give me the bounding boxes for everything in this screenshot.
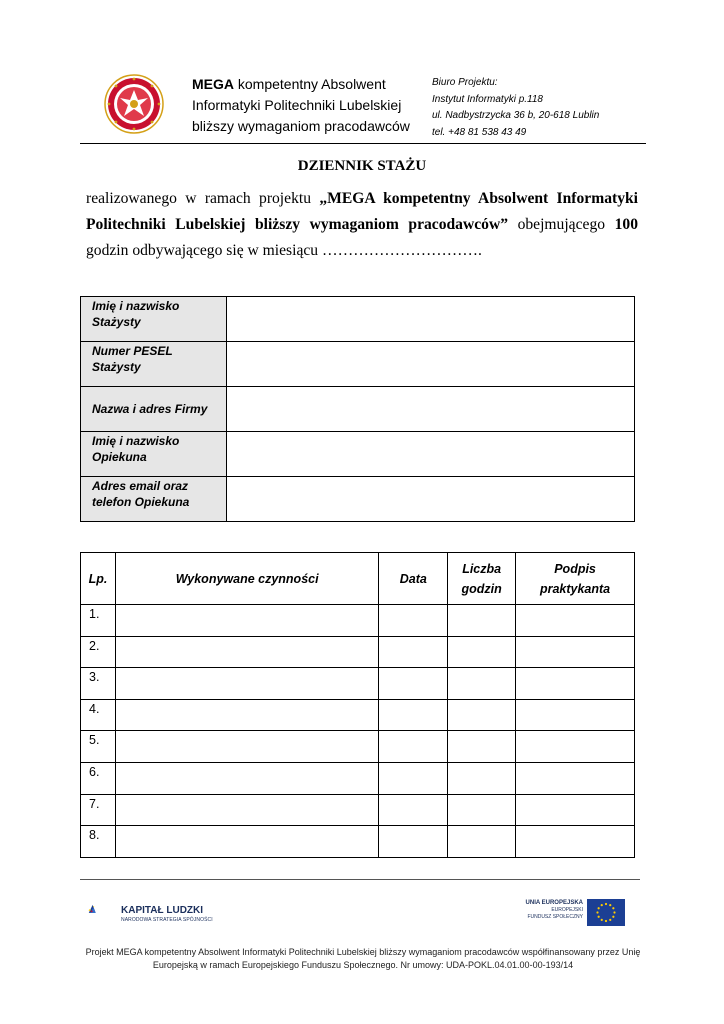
eu-star: [612, 916, 614, 918]
info-label: [81, 297, 227, 342]
intern-name-field[interactable]: [226, 297, 634, 342]
row-number: 1.: [81, 605, 116, 637]
row-number: 4.: [81, 699, 116, 731]
table-row: [81, 636, 635, 668]
eu-star: [598, 907, 600, 909]
intro-paragraph: [86, 186, 638, 264]
project-title-bold: MEGA: [192, 76, 234, 92]
document-title: DZIENNIK STAŻU: [297, 158, 427, 174]
table-row: [81, 605, 635, 637]
info-label: [81, 432, 227, 477]
info-label: [81, 477, 227, 522]
date-cell[interactable]: [379, 794, 448, 826]
date-cell[interactable]: [379, 826, 448, 858]
info-row-supervisor-contact: [81, 477, 635, 522]
eu-star: [601, 904, 603, 906]
row-number: 2.: [81, 636, 116, 668]
info-label-line2: Stażysty: [92, 315, 141, 329]
hours-cell[interactable]: [448, 605, 516, 637]
office-line1: Biuro Projektu:: [432, 77, 498, 88]
header-divider: [80, 143, 646, 144]
activity-cell[interactable]: [115, 699, 378, 731]
info-label-line2: Opiekuna: [92, 450, 147, 464]
info-label-line2: telefon Opiekuna: [92, 495, 190, 509]
col-header-hours: [448, 553, 516, 605]
eu-line2: EUROPEJSKI: [551, 907, 583, 913]
supervisor-name-field[interactable]: [226, 432, 634, 477]
supervisor-contact-field[interactable]: [226, 477, 634, 522]
kapital-ludzki-title: KAPITAŁ LUDZKI: [121, 905, 204, 916]
eu-star: [613, 911, 615, 913]
table-row: [81, 762, 635, 794]
page-header: [80, 66, 646, 144]
pesel-field[interactable]: [226, 342, 634, 387]
eu-line1: UNIA EUROPEJSKA: [525, 900, 583, 906]
info-label: [81, 387, 227, 432]
row-number: 8.: [81, 826, 116, 858]
signature-cell[interactable]: [516, 826, 635, 858]
info-row-supervisor-name: [81, 432, 635, 477]
project-title-line3: bliższy wymaganiom pracodawców: [192, 118, 410, 134]
kapital-ludzki-subtitle: NARODOWA STRATEGIA SPÓJNOŚCI: [121, 917, 213, 923]
eu-star: [612, 907, 614, 909]
eu-star: [609, 904, 611, 906]
office-line4: tel. +48 81 538 43 49: [432, 126, 527, 138]
col-header-hours-line1: Liczba: [462, 561, 502, 576]
hours-cell[interactable]: [448, 826, 516, 858]
info-label-line1: Imię i nazwisko: [92, 299, 180, 313]
table-row: [81, 731, 635, 763]
info-label-line1: Numer PESEL: [92, 344, 173, 358]
col-header-hours-line2: godzin: [461, 581, 502, 596]
intro-part3: godzin odbywającego się w miesiącu ………………………….: [86, 242, 482, 259]
intro-hours: 100: [614, 216, 638, 233]
date-cell[interactable]: [379, 605, 448, 637]
col-header-lp: Lp.: [81, 553, 116, 605]
date-cell[interactable]: [379, 636, 448, 668]
info-label-line1: Nazwa i adres Firmy: [92, 402, 208, 416]
row-number: 3.: [81, 668, 116, 700]
activity-header-row: [81, 553, 635, 605]
kapital-ludzki-logo-icon: [88, 890, 122, 928]
university-crest-icon: [104, 74, 164, 134]
signature-cell[interactable]: [516, 668, 635, 700]
table-row: [81, 699, 635, 731]
activity-cell[interactable]: [115, 794, 378, 826]
date-cell[interactable]: [379, 762, 448, 794]
activity-cell[interactable]: [115, 605, 378, 637]
signature-cell[interactable]: [516, 794, 635, 826]
intro-project-name: „MEGA kompetentny Absolwent Informatyki Politechniki Lubelskiej bliższy wymaganiom pracodawców”: [86, 190, 638, 233]
eu-flag-icon: [587, 899, 625, 926]
table-row: [81, 794, 635, 826]
activity-cell[interactable]: [115, 762, 378, 794]
eu-star: [601, 919, 603, 921]
hours-cell[interactable]: [448, 699, 516, 731]
eu-star: [609, 919, 611, 921]
activity-cell[interactable]: [115, 826, 378, 858]
hours-cell[interactable]: [448, 794, 516, 826]
signature-cell[interactable]: [516, 731, 635, 763]
col-header-signature-line1: Podpis: [554, 561, 596, 576]
col-header-date: Data: [379, 553, 448, 605]
hours-cell[interactable]: [448, 762, 516, 794]
row-number: 5.: [81, 731, 116, 763]
activity-cell[interactable]: [115, 731, 378, 763]
signature-cell[interactable]: [516, 605, 635, 637]
hours-cell[interactable]: [448, 668, 516, 700]
project-office: [432, 75, 599, 141]
date-cell[interactable]: [379, 699, 448, 731]
company-field[interactable]: [226, 387, 634, 432]
intern-info-table: [80, 296, 635, 522]
intro-part2: obejmującego: [508, 216, 615, 233]
signature-cell[interactable]: [516, 762, 635, 794]
signature-cell[interactable]: [516, 636, 635, 668]
row-number: 7.: [81, 794, 116, 826]
activity-table: [80, 552, 635, 858]
office-line2: Instytut Informatyki p.118: [432, 93, 543, 105]
table-row: [81, 668, 635, 700]
eu-star: [605, 920, 607, 922]
eu-label: [505, 900, 583, 921]
eu-line3: FUNDUSZ SPOŁECZNY: [527, 914, 583, 920]
info-row-intern-name: [81, 297, 635, 342]
hours-cell[interactable]: [448, 636, 516, 668]
project-title: [192, 74, 410, 137]
col-header-signature: [516, 553, 635, 605]
hours-cell[interactable]: [448, 731, 516, 763]
project-title-line2: Informatyki Politechniki Lubelskiej: [192, 97, 402, 113]
footer-note-line1: Projekt MEGA kompetentny Absolwent Informatyki Politechniki Lubelskiej bliższy wymaganiom pracodawców współfinansowany przez Unię: [85, 947, 641, 957]
table-row: [81, 826, 635, 858]
signature-cell[interactable]: [516, 699, 635, 731]
row-number: 6.: [81, 762, 116, 794]
eu-star: [605, 903, 607, 905]
activity-cell[interactable]: [115, 668, 378, 700]
info-row-company: [81, 387, 635, 432]
info-label-line1: Imię i nazwisko: [92, 434, 180, 448]
info-label: [81, 342, 227, 387]
date-cell[interactable]: [379, 731, 448, 763]
info-row-pesel: [81, 342, 635, 387]
intro-part1: realizowanego w ramach projektu: [86, 190, 320, 207]
footer-note-line2: Europejską w ramach Europejskiego Funduszu Społecznego. Nr umowy: UDA-POKL.04.01.00-00-193/14: [152, 960, 574, 970]
activity-cell[interactable]: [115, 636, 378, 668]
col-header-signature-line2: praktykanta: [539, 581, 611, 596]
footer-note: [80, 946, 646, 972]
date-cell[interactable]: [379, 668, 448, 700]
project-title-line1: kompetentny Absolwent: [234, 76, 386, 92]
office-line3: ul. Nadbystrzycka 36 b, 20-618 Lublin: [432, 110, 600, 121]
eu-star: [596, 911, 598, 913]
footer-divider: [80, 879, 640, 880]
eu-star: [598, 916, 600, 918]
col-header-activities: Wykonywane czynności: [115, 553, 378, 605]
info-label-line1: Adres email oraz: [92, 479, 189, 493]
info-label-line2: Stażysty: [92, 360, 141, 374]
